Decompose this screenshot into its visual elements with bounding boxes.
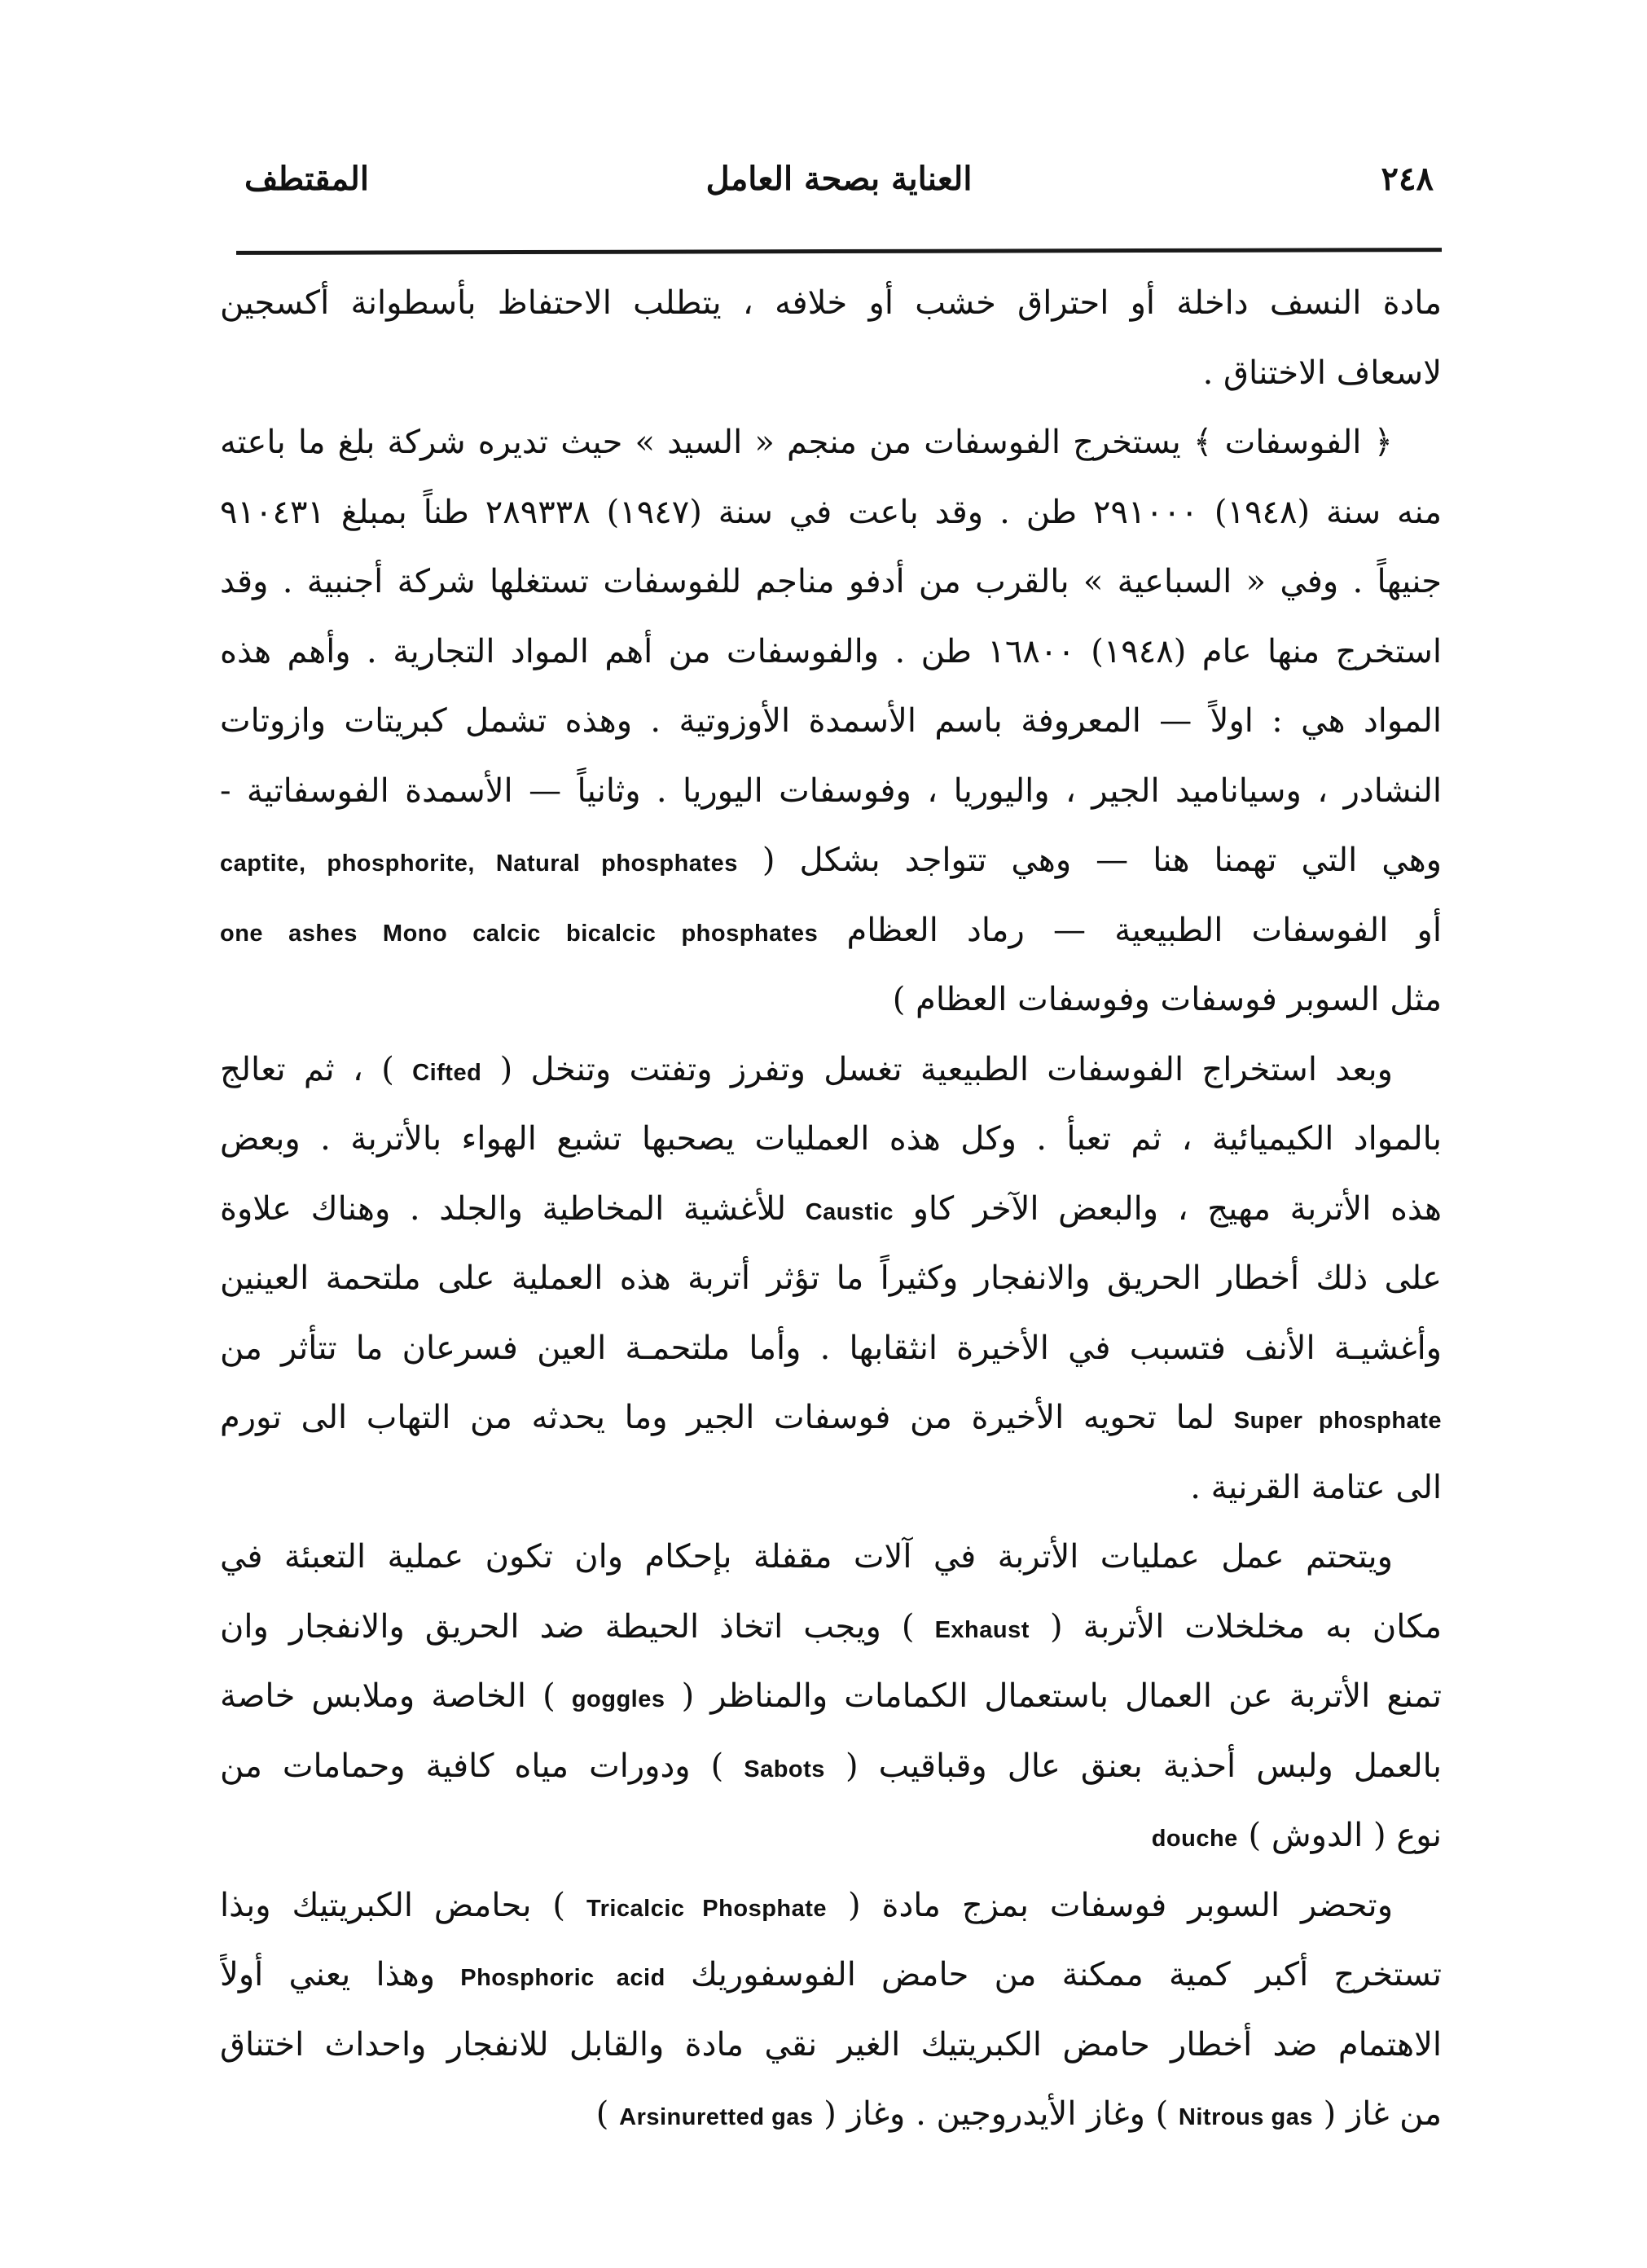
journal-name: المقتطف	[244, 160, 369, 198]
text-line: ﴿ الفوسفات ﴾ يستخرج الفوسفات من منجم « السيد » حيث تديره شركة بلغ ما باعته	[220, 424, 1393, 461]
text-line: منه سنة (١٩٤٨) ٢٩١٠٠٠ طن . وقد باعت في سنة (١٩٤٧) ٢٨٩٣٣٨ طناً بمبلغ ٩١٠٤٣١	[220, 493, 1442, 531]
text-line: وأغشيـة الأنف فتسبب في الأخيرة انثقابها . وأما ملتحمـة العين فسرعان ما تتأثر من	[220, 1329, 1442, 1367]
latin-term: Tricalcic Phosphate	[586, 1895, 828, 1922]
text-line: تمنع الأتربة عن العمال باستعمال الكمامات والمناظر ( goggles ) الخاصة وملابس خاصة	[220, 1677, 1442, 1715]
latin-term: Sabots	[744, 1756, 825, 1782]
latin-term: Exhaust	[934, 1616, 1030, 1643]
text-line: الاهتمام ضد أخطار حامض الكبريتيك الغير نقي مادة والقابل للانفجار واحداث اختناق	[220, 2025, 1442, 2064]
latin-term: Caustic	[805, 1198, 894, 1225]
text-line: استخرج منها عام (١٩٤٨) ١٦٨٠٠ طن . والفوسفات من أهم المواد التجارية . وأهم هذه	[220, 632, 1442, 670]
text-line: النشادر ، وسياناميد الجير ، واليوريا ، وفوسفات اليوريا . وثانياً — الأسمدة الفوسفاتية -	[220, 771, 1442, 810]
latin-term: Super phosphate	[1233, 1408, 1442, 1434]
latin-term: douche	[1151, 1826, 1238, 1852]
text-line: مكان به مخلخلات الأتربة ( Exhaust ) ويجب اتخاذ الحيطة ضد الحريق والانفجار وان	[220, 1607, 1442, 1646]
text-line: وبعد استخراج الفوسفات الطبيعية تغسل وتفرز وتفتت وتنخل ( Cifted ) ، ثم تعالج	[220, 1050, 1393, 1088]
page-header	[244, 160, 1434, 217]
text-line: بالمواد الكيميائية ، ثم تعبأ . وكل هذه العمليات يصحبها تشبع الهواء بالأتربة . وبعض	[220, 1120, 1442, 1158]
text-line: هذه الأتربة مهيج ، والبعض الآخر كاو Caustic للأغشية المخاطية والجلد . وهناك علاوة	[220, 1189, 1442, 1228]
text-line: ويتحتم عمل عمليات الأتربة في آلات مقفلة بإحكام وان تكون عملية التعبئة في	[220, 1538, 1393, 1576]
text-line: نوع ( الدوش ) douche	[1151, 1817, 1442, 1854]
text-line: مادة النسف داخلة أو احتراق خشب أو خلافه ، يتطلب الاحتفاظ بأسطوانة أكسجين	[220, 284, 1442, 322]
text-line: وهي التي تهمنا هنا — وهي تتواجد بشكل ( captite, phosphorite, Natural phosphates	[220, 842, 1442, 879]
text-line: تستخرج أكبر كمية ممكنة من حامض الفوسفوريك Phosphoric acid وهذا يعني أولاً	[220, 1956, 1442, 1993]
latin-term: goggles	[571, 1686, 665, 1712]
latin-term: Phosphoric acid	[460, 1965, 665, 1991]
text-line: بالعمل ولبس أحذية بعنق عال وقباقيب ( Sabots ) ودورات مياه كافية وحمامات من	[220, 1747, 1442, 1785]
text-line: لاسعاف الاختناق .	[1202, 354, 1442, 392]
text-line: المواد هي : اولاً — المعروفة باسم الأسمدة الأوزوتية . وهذه تشمل كبريتات وازوتات	[220, 702, 1442, 740]
text-line: من غاز ( Nitrous gas ) وغاز الأيدروجين . وغاز ( Arsinuretted gas )	[595, 2095, 1442, 2133]
text-line: Super phosphate لما تحويه الأخيرة من فوسفات الجير وما يحدثه من التهاب الى تورم	[220, 1399, 1442, 1436]
latin-term: Nitrous gas	[1178, 2104, 1313, 2130]
text-line: مثل السوبر فوسفات وفوسفات العظام )	[892, 981, 1442, 1018]
text-line: الى عتامة القرنية .	[1190, 1468, 1442, 1506]
latin-term: Cifted	[412, 1059, 482, 1086]
latin-term: captite, phosphorite, Natural phosphates	[220, 850, 738, 877]
text-line: جنيهاً . وفي « السباعية » بالقرب من أدفو مناجم للفوسفات تستغلها شركة أجنبية . وقد	[220, 563, 1442, 600]
text-line: وتحضر السوبر فوسفات بمزج مادة ( Tricalcic Phosphate ) بحامض الكبريتيك وبذا	[220, 1886, 1394, 1924]
running-title: العناية بصحة العامل	[705, 160, 973, 198]
text-line: على ذلك أخطار الحريق والانفجار وكثيراً ما تؤثر أتربة هذه العملية على ملتحمة العينين	[220, 1259, 1442, 1297]
body-text	[220, 269, 1442, 2200]
latin-term: one ashes Mono calcic bicalcic phosphates	[220, 920, 819, 947]
page-number: ٢٤٨	[1381, 160, 1434, 198]
text-line: أو الفوسفات الطبيعية — رماد العظام one ashes Mono calcic bicalcic phosphates	[220, 911, 1442, 949]
header-rule	[236, 248, 1442, 255]
latin-term: Arsinuretted gas	[619, 2104, 814, 2130]
